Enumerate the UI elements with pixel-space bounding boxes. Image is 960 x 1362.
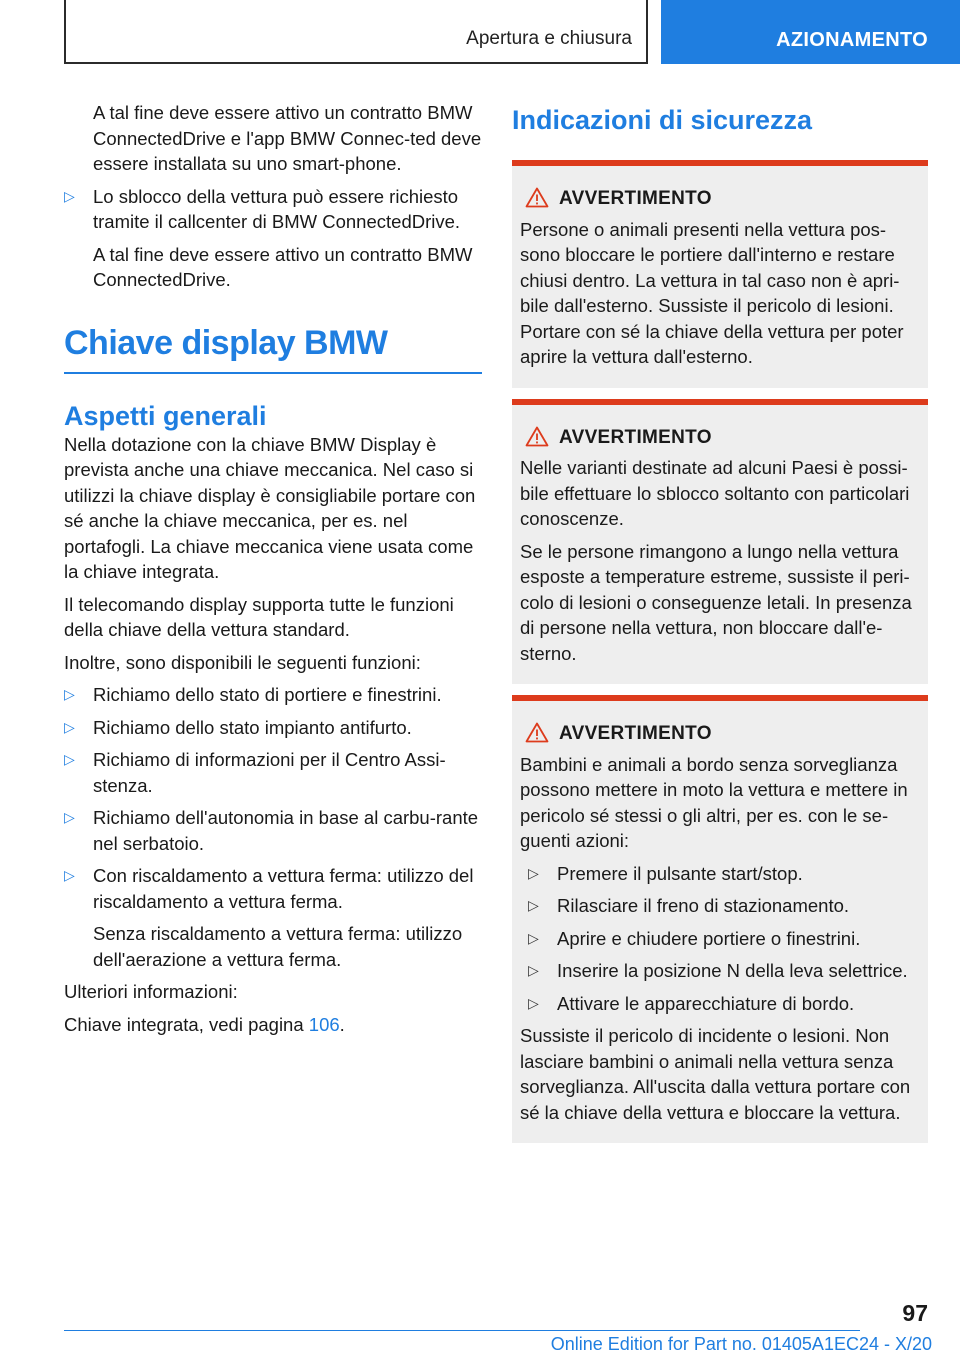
warning-box <box>512 695 928 1143</box>
triangle-bullet-icon: ▷ <box>528 897 539 913</box>
list-item: ▷ Lo sblocco della vettura può essere richiesto tramite il callcenter di BMW ConnectedDrive. <box>64 185 461 232</box>
page-number: 97 <box>902 1300 928 1326</box>
page-link[interactable]: 106 <box>308 1013 340 1035</box>
warning-text: Bambini e animali a bordo senza sorveglianza possono mettere in moto la vettura e mettere in pericolo sé stessi o gli altri, per es. con le se-guenti azioni: <box>520 753 908 851</box>
header-chapter-tab <box>661 0 960 64</box>
right-column <box>512 100 928 1143</box>
list-item: ▷ Inserire la posizione N della leva selettrice. <box>528 958 920 984</box>
warning-title: AVVERTIMENTO <box>520 721 920 747</box>
warning-triangle-icon <box>525 426 549 447</box>
warning-triangle-icon <box>525 187 549 208</box>
intro-paragraph: A tal fine deve essere attivo un contratto BMW ConnectedDrive e l'app BMW Connec-ted deve essere installata su uno smart-phone. <box>93 102 482 174</box>
list-item: ▷ Premere il pulsante start/stop. <box>528 861 920 887</box>
triangle-bullet-icon: ▷ <box>528 994 539 1011</box>
body-paragraph: Inoltre, sono disponibili le seguenti funzioni: <box>64 651 421 673</box>
body-paragraph: Il telecomando display supporta tutte le funzioni della chiave della vettura standard. <box>64 593 454 640</box>
triangle-bullet-icon: ▷ <box>64 718 75 735</box>
section-title: Apertura e chiusura <box>466 28 632 49</box>
footer-edition: Online Edition for Part no. 01405A1EC24 - X/20 <box>550 1334 932 1354</box>
triangle-bullet-icon: ▷ <box>64 809 75 825</box>
triangle-bullet-icon: ▷ <box>64 187 75 204</box>
section-heading: Indicazioni di sicurezza <box>512 105 813 135</box>
list-item: ▷ Richiamo dell'autonomia in base al carbu-rante nel serbatoio. <box>64 807 479 854</box>
triangle-bullet-icon: ▷ <box>64 686 75 702</box>
triangle-bullet-icon: ▷ <box>528 962 539 978</box>
warning-text: Persone o animali presenti nella vettura pos-sono bloccare le portiere dall'interno e restare chiusi dentro. La vettura in tal caso non è apri-bile dall'esterno. Sussiste il pericolo di lesioni. Portare con sé la chiave della vettura per poter aprire la vettura dall'esterno. <box>520 218 904 367</box>
warning-box <box>512 160 928 388</box>
warning-text: Se le persone rimangono a lungo nella vettura esposte a temperature estreme, sussiste il peri-colo di lesioni o conseguenze letali. In presenza di persone nella vettura, non bloccare dall'e-sterno. <box>520 540 912 664</box>
warning-title: AVVERTIMENTO <box>520 186 920 212</box>
triangle-bullet-icon: ▷ <box>64 867 75 883</box>
warning-text: Nelle varianti destinate ad alcuni Paesi è possi-bile effettuare lo sblocco soltanto con particolari conoscenze. <box>520 457 910 529</box>
warning-title: AVVERTIMENTO <box>520 425 920 451</box>
feature-note: Senza riscaldamento a vettura ferma: utilizzo dell'aerazione a vettura ferma. <box>93 923 463 970</box>
list-item: ▷ Attivare le apparecchiature di bordo. <box>528 991 920 1017</box>
list-item: ▷ Aprire e chiudere portiere o finestrini. <box>528 926 920 952</box>
triangle-bullet-icon: ▷ <box>528 929 539 946</box>
warning-triangle-icon <box>525 722 549 743</box>
page-title: Chiave display BMW <box>64 323 482 374</box>
section-heading: Aspetti generali <box>64 400 267 431</box>
more-info-label: Ulteriori informazioni: <box>64 981 238 1002</box>
intro-note: A tal fine deve essere attivo un contratto BMW ConnectedDrive. <box>93 243 473 290</box>
header-section-tab <box>64 0 648 64</box>
footer-divider <box>64 1330 860 1331</box>
triangle-bullet-icon: ▷ <box>64 751 75 767</box>
triangle-bullet-icon: ▷ <box>528 864 539 881</box>
list-item: ▷ Rilasciare il freno di stazionamento. <box>528 893 920 919</box>
list-item: ▷ Con riscaldamento a vettura ferma: utilizzo del riscaldamento a vettura ferma. <box>64 865 474 912</box>
list-item: ▷ Richiamo dello stato di portiere e finestrini. <box>64 682 482 708</box>
cross-reference: Chiave integrata, vedi pagina 106. <box>64 1013 345 1035</box>
list-item: ▷ Richiamo dello stato impianto antifurto. <box>64 715 482 741</box>
left-column <box>64 100 482 1037</box>
list-item: ▷ Richiamo di informazioni per il Centro Assi-stenza. <box>64 749 446 796</box>
warning-text: Sussiste il pericolo di incidente o lesioni. Non lasciare bambini o animali nella vettura senza sorveglianza. All'uscita dalla vettura portare con sé la chiave della vettura e bloccare la vettura. <box>520 1025 911 1123</box>
warning-box <box>512 399 928 685</box>
chapter-title: AZIONAMENTO <box>776 29 928 51</box>
body-paragraph: Nella dotazione con la chiave BMW Display è prevista anche una chiave meccanica. Nel caso si utilizzi la chiave display è consigliabile portare con sé anche la chiave meccanica, per es. nel portafogli. La chiave meccanica viene usata come la chiave integrata. <box>64 433 476 582</box>
